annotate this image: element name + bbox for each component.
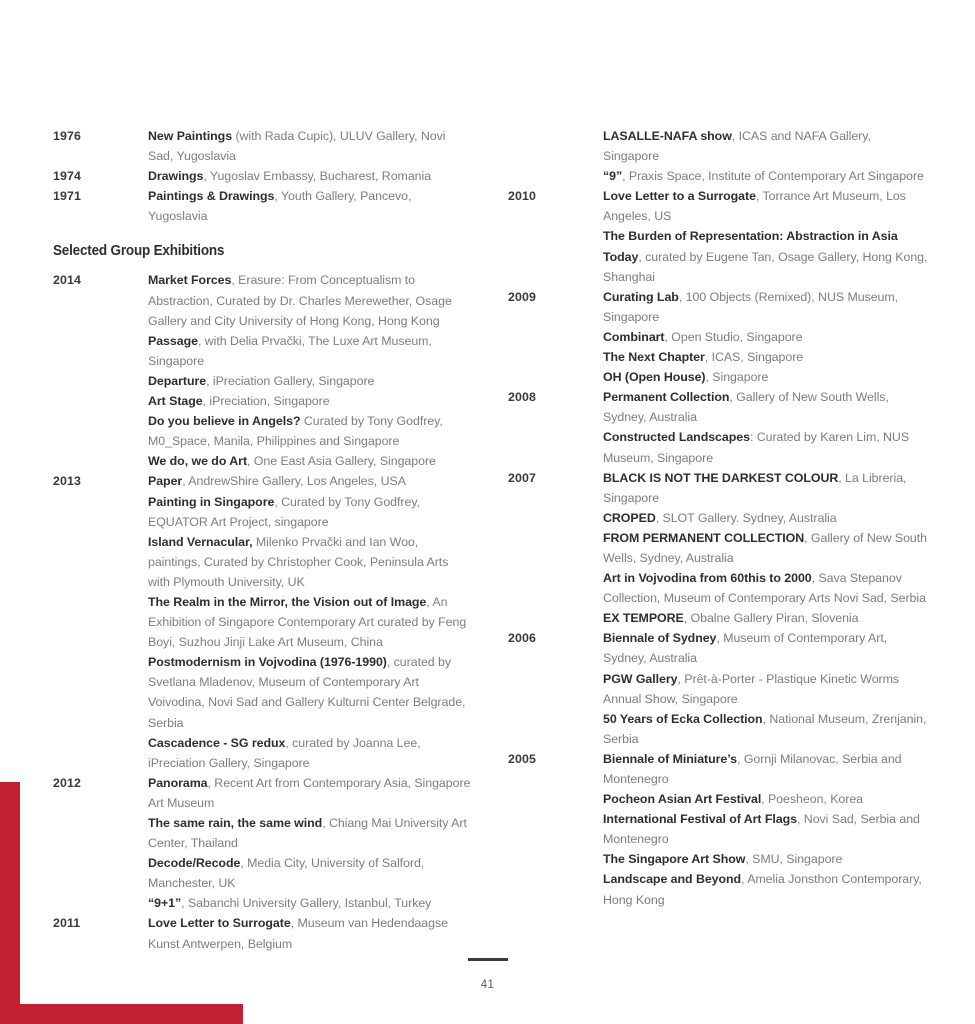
exhibition-title: Constructed Landscapes	[603, 430, 750, 445]
exhibition-title: Do you believe in Angels?	[148, 414, 301, 429]
exhibition-body	[603, 669, 928, 709]
exhibition-body	[603, 186, 928, 226]
exhibition-year	[53, 371, 148, 391]
exhibition-body	[603, 869, 928, 909]
exhibition-entry	[53, 411, 473, 451]
exhibition-title: The Realm in the Mirror, the Vision out of Image	[148, 594, 427, 609]
exhibition-title: OH (Open House)	[603, 370, 706, 385]
exhibition-detail: , An Exhibition of Singapore Contemporary Art curated by Feng Boyi, Suzhou Jinji Lake Art Museum, China	[148, 594, 467, 650]
exhibition-year: 2013	[53, 474, 81, 489]
exhibition-title: International Festival of Art Flags	[603, 812, 798, 827]
exhibition-entry	[508, 347, 928, 367]
exhibition-year: 2010	[508, 189, 536, 204]
exhibition-year: 2006	[508, 631, 536, 646]
right-column	[508, 126, 928, 910]
exhibition-body	[148, 371, 473, 391]
exhibition-entry	[53, 733, 473, 773]
exhibition-year	[508, 126, 603, 146]
exhibition-entry	[53, 451, 473, 471]
exhibition-year: 2014	[53, 273, 81, 288]
red-horizontal-bar	[0, 1004, 243, 1024]
exhibition-title: CROPED	[603, 510, 656, 525]
exhibition-body	[603, 427, 928, 467]
exhibition-entry	[53, 166, 473, 186]
exhibition-detail: , Museum of Contemporary Art, Sydney, Australia	[603, 631, 888, 666]
exhibition-year	[53, 813, 148, 833]
exhibition-entry	[53, 592, 473, 652]
exhibition-detail: , 100 Objects (Remixed), NUS Museum, Singapore	[603, 289, 899, 324]
exhibition-detail: , Media City, University of Salford, Manchester, UK	[148, 856, 425, 891]
exhibition-entry	[508, 287, 928, 327]
exhibition-year	[53, 411, 148, 431]
exhibition-detail: , Amelia Jonsthon Contemporary, Hong Kong	[603, 872, 922, 907]
exhibition-detail: , Gallery of New South Wells, Sydney, Australia	[603, 530, 927, 565]
exhibition-title: FROM PERMANENT COLLECTION	[603, 530, 805, 545]
exhibition-detail: , ICAS and NAFA Gallery, Singapore	[603, 129, 871, 164]
exhibition-year: 2012	[53, 775, 81, 790]
exhibition-detail: , La Libreria, Singapore	[603, 470, 907, 505]
exhibition-entry	[508, 186, 928, 226]
exhibition-entry	[508, 508, 928, 528]
exhibition-body	[148, 471, 473, 491]
exhibition-detail: , ICAS, Singapore	[704, 350, 804, 365]
exhibition-title: Combinart	[603, 329, 665, 344]
exhibition-title: Painting in Singapore	[148, 494, 275, 509]
exhibition-body	[148, 186, 473, 226]
exhibition-year: 1974	[53, 169, 81, 184]
exhibition-body	[603, 126, 928, 166]
exhibition-year	[508, 367, 603, 387]
exhibition-body	[603, 608, 928, 628]
exhibition-detail: : Curated by Karen Lim, NUS Museum, Singapore	[603, 430, 910, 465]
exhibition-entry	[53, 532, 473, 592]
exhibition-entry	[508, 528, 928, 568]
left-column	[53, 126, 473, 954]
exhibition-title: Love Letter to Surrogate	[148, 916, 291, 931]
exhibition-entry	[508, 166, 928, 186]
page-number: 41	[480, 979, 495, 991]
exhibition-year: 2011	[53, 916, 81, 931]
exhibition-detail: , Chiang Mai University Art Center, Thailand	[148, 816, 467, 851]
exhibition-year	[508, 789, 603, 809]
exhibition-year	[508, 869, 603, 889]
exhibition-year: 1971	[53, 189, 81, 204]
exhibition-year	[53, 893, 148, 913]
group-exhibitions-list-left	[53, 270, 473, 953]
exhibition-detail: , curated by Svetlana Mladenov, Museum of Contemporary Art Voivodina, Novi Sad and Gallery Kulturni Center Belgrade, Serbia	[148, 655, 466, 730]
exhibition-title: Cascadence - SG redux	[148, 735, 286, 750]
exhibition-body	[603, 709, 928, 749]
exhibition-entry	[53, 492, 473, 532]
exhibition-detail: , AndrewShire Gallery, Los Angeles, USA	[182, 474, 406, 489]
exhibition-body	[148, 733, 473, 773]
exhibition-detail: , with Delia Prvački, The Luxe Art Museum, Singapore	[148, 333, 432, 368]
exhibition-year: 2007	[508, 470, 536, 485]
exhibition-body	[148, 166, 473, 186]
exhibition-entry	[53, 893, 473, 913]
exhibition-title: Departure	[148, 373, 207, 388]
exhibition-entry	[508, 126, 928, 166]
exhibition-year	[53, 592, 148, 612]
exhibition-body	[603, 387, 928, 427]
exhibition-title: The Burden of Representation: Abstraction in Asia Today	[603, 229, 898, 264]
group-exhibitions-list-right	[508, 126, 928, 910]
exhibition-body	[603, 347, 928, 367]
exhibition-title: EX TEMPORE	[603, 611, 684, 626]
exhibition-year	[53, 853, 148, 873]
exhibition-body	[603, 166, 928, 186]
exhibition-entry	[508, 568, 928, 608]
exhibition-year: 1976	[53, 129, 81, 143]
exhibition-title: “9+1”	[148, 896, 182, 911]
section-heading-row	[53, 241, 473, 261]
exhibition-year	[508, 849, 603, 869]
exhibition-body	[603, 367, 928, 387]
exhibition-body	[148, 532, 473, 592]
exhibition-detail: , Sabanchi University Gallery, Istanbul, Turkey	[181, 896, 432, 911]
exhibition-detail: , Praxis Space, Institute of Contemporary Art Singapore	[622, 169, 924, 184]
exhibition-year	[508, 709, 603, 729]
exhibition-year: 2008	[508, 390, 536, 405]
exhibition-body	[148, 451, 473, 471]
exhibition-year: 2009	[508, 289, 536, 304]
exhibition-entry	[53, 126, 473, 166]
exhibition-entry	[53, 773, 473, 813]
exhibition-entry	[53, 853, 473, 893]
exhibition-body	[603, 809, 928, 849]
exhibition-title: Biennale of Sydney	[603, 631, 717, 646]
exhibition-detail: , SLOT Gallery. Sydney, Australia	[655, 510, 837, 525]
exhibition-detail: , Curated by Tony Godfrey, EQUATOR Art Project, singapore	[148, 494, 420, 529]
exhibition-title: LASALLE-NAFA show	[603, 129, 732, 143]
exhibition-detail: , Singapore	[705, 370, 769, 385]
exhibition-detail: , Poesheon, Korea	[761, 792, 864, 807]
exhibition-year	[508, 427, 603, 447]
exhibition-year	[508, 528, 603, 548]
exhibition-year	[53, 451, 148, 471]
exhibition-detail: , iPreciation, Singapore	[202, 394, 330, 409]
exhibition-entry	[508, 789, 928, 809]
exhibition-entry	[508, 427, 928, 467]
exhibition-detail: , Torrance Art Museum, Los Angeles, US	[603, 189, 906, 224]
exhibition-year	[508, 508, 603, 528]
exhibition-entry	[508, 628, 928, 668]
exhibition-title: 50 Years of Ecka Collection	[603, 711, 763, 726]
exhibition-detail: , Novi Sad, Serbia and Montenegro	[603, 812, 920, 847]
exhibition-detail: , Youth Gallery, Pancevo, Yugoslavia	[148, 189, 412, 224]
exhibition-body	[603, 789, 928, 809]
footer-divider-rule	[468, 958, 508, 961]
exhibition-detail: , Erasure: From Conceptualism to Abstraction, Curated by Dr. Charles Merewether, Osage Gallery and City University of Hong Kong, Hong Kong	[148, 273, 452, 328]
exhibition-title: New Paintings	[148, 129, 233, 143]
exhibition-year: 2005	[508, 751, 536, 766]
exhibition-year	[508, 669, 603, 689]
exhibition-body	[148, 853, 473, 893]
exhibition-body	[148, 391, 473, 411]
solo-exhibitions-continued-list	[53, 126, 473, 226]
exhibition-body	[148, 270, 473, 330]
exhibition-entry	[53, 652, 473, 732]
exhibition-year	[53, 492, 148, 512]
exhibition-entry	[53, 391, 473, 411]
exhibition-title: “9”	[603, 169, 623, 184]
exhibition-body	[148, 331, 473, 371]
exhibition-title: We do, we do Art	[148, 454, 248, 469]
exhibition-detail: , SMU, Singapore	[745, 852, 843, 867]
exhibition-title: Postmodernism in Vojvodina (1976-1990)	[148, 655, 387, 670]
exhibition-title: BLACK IS NOT THE DARKEST COLOUR	[603, 470, 839, 485]
exhibition-detail: , Sava Stepanov Collection, Museum of Contemporary Arts Novi Sad, Serbia	[603, 571, 926, 606]
exhibition-detail: Milenko Prvački and Ian Woo, paintings, Curated by Christopher Cook, Peninsula Arts with Plymouth University, UK	[148, 534, 449, 589]
exhibition-detail: , curated by Eugene Tan, Osage Gallery, Hong Kong, Shanghai	[603, 249, 928, 284]
exhibition-title: Passage	[148, 333, 198, 348]
exhibition-body	[148, 893, 473, 913]
exhibition-detail: , curated by Joanna Lee, iPreciation Gallery, Singapore	[148, 735, 421, 770]
exhibition-detail: Curated by Tony Godfrey, M0_Space, Manila, Philippines and Singapore	[148, 414, 443, 449]
exhibition-year	[508, 809, 603, 829]
exhibition-title: The Next Chapter	[603, 350, 705, 365]
exhibition-year	[53, 391, 148, 411]
exhibition-detail: , iPreciation Gallery, Singapore	[206, 373, 375, 388]
exhibition-year	[508, 608, 603, 628]
exhibition-detail: , Obalne Gallery Piran, Slovenia	[683, 611, 859, 626]
exhibition-title: The Singapore Art Show	[603, 852, 746, 867]
exhibition-year	[508, 226, 603, 246]
exhibition-title: Landscape and Beyond	[603, 872, 742, 887]
page-title: Selected Group Exhibitions	[53, 243, 225, 260]
exhibition-body	[148, 411, 473, 451]
exhibition-entry	[508, 367, 928, 387]
exhibition-entry	[53, 331, 473, 371]
exhibition-title: Panorama	[148, 775, 208, 790]
exhibition-entry	[53, 270, 473, 330]
exhibition-entry	[508, 387, 928, 427]
exhibition-title: Pocheon Asian Art Festival	[603, 792, 762, 807]
exhibition-body	[603, 528, 928, 568]
exhibition-title: Permanent Collection	[603, 390, 730, 405]
exhibition-body	[603, 327, 928, 347]
exhibition-body	[603, 849, 928, 869]
exhibition-year	[53, 733, 148, 753]
exhibition-body	[148, 592, 473, 652]
exhibition-detail: , Recent Art from Contemporary Asia, Singapore Art Museum	[148, 775, 471, 810]
exhibition-body	[603, 287, 928, 327]
exhibition-year	[53, 532, 148, 552]
exhibition-detail: , Yugoslav Embassy, Bucharest, Romania	[203, 169, 432, 184]
exhibition-year	[508, 327, 603, 347]
exhibition-entry	[53, 471, 473, 491]
exhibition-title: Drawings	[148, 169, 204, 184]
exhibition-body	[603, 226, 928, 286]
exhibition-year	[508, 166, 603, 186]
exhibition-detail: , Museum van Hedendaagse Kunst Antwerpen, Belgium	[148, 916, 448, 951]
exhibition-year	[53, 652, 148, 672]
exhibition-body	[148, 126, 473, 166]
exhibition-body	[148, 773, 473, 813]
exhibition-entry	[508, 468, 928, 508]
exhibition-body	[603, 568, 928, 608]
exhibition-detail: , One East Asia Gallery, Singapore	[247, 454, 436, 469]
exhibition-title: Biennale of Miniature’s	[603, 751, 738, 766]
exhibition-title: The same rain, the same wind	[148, 816, 323, 830]
exhibition-body	[148, 492, 473, 532]
exhibition-body	[148, 813, 473, 853]
exhibition-title: Island Vernacular,	[148, 534, 253, 549]
exhibition-entry	[508, 669, 928, 709]
exhibition-title: Paper	[148, 474, 183, 489]
exhibition-entry	[508, 849, 928, 869]
exhibition-entry	[53, 186, 473, 226]
exhibition-body	[603, 508, 928, 528]
exhibition-year	[53, 331, 148, 351]
exhibition-body	[603, 628, 928, 668]
exhibition-detail: , Open Studio, Singapore	[664, 329, 803, 344]
exhibition-entry	[508, 327, 928, 347]
exhibition-title: Art in Vojvodina from 60this to 2000	[603, 571, 812, 586]
exhibition-title: Market Forces	[148, 273, 232, 288]
exhibition-detail: , Gornji Milanovac, Serbia and Montenegro	[603, 751, 902, 786]
exhibition-detail: , Prêt-à-Porter - Plastique Kinetic Worms Annual Show, Singapore	[603, 671, 900, 706]
exhibition-title: Art Stage	[148, 394, 203, 409]
exhibition-entry	[53, 371, 473, 391]
exhibition-detail: , National Museum, Zrenjanin, Serbia	[603, 711, 927, 746]
exhibition-entry	[508, 608, 928, 628]
exhibition-entry	[508, 869, 928, 909]
exhibition-entry	[508, 226, 928, 286]
exhibition-detail: (with Rada Cupic), ULUV Gallery, Novi Sad, Yugoslavia	[148, 129, 446, 164]
exhibition-entry	[53, 813, 473, 853]
exhibition-title: Decode/Recode	[148, 856, 241, 871]
exhibition-year	[508, 347, 603, 367]
exhibition-year	[508, 568, 603, 588]
exhibition-entry	[508, 709, 928, 749]
exhibition-title: Love Letter to a Surrogate	[603, 189, 756, 204]
exhibition-title: PGW Gallery	[603, 671, 678, 686]
exhibition-entry	[508, 809, 928, 849]
exhibition-title: Paintings & Drawings	[148, 189, 275, 204]
exhibition-body	[148, 652, 473, 732]
exhibition-body	[603, 468, 928, 508]
exhibition-detail: , Gallery of New South Wells, Sydney, Australia	[603, 390, 889, 425]
exhibition-entry	[508, 749, 928, 789]
exhibition-title: Curating Lab	[603, 289, 679, 304]
exhibition-body	[603, 749, 928, 789]
page-footer	[0, 948, 975, 991]
